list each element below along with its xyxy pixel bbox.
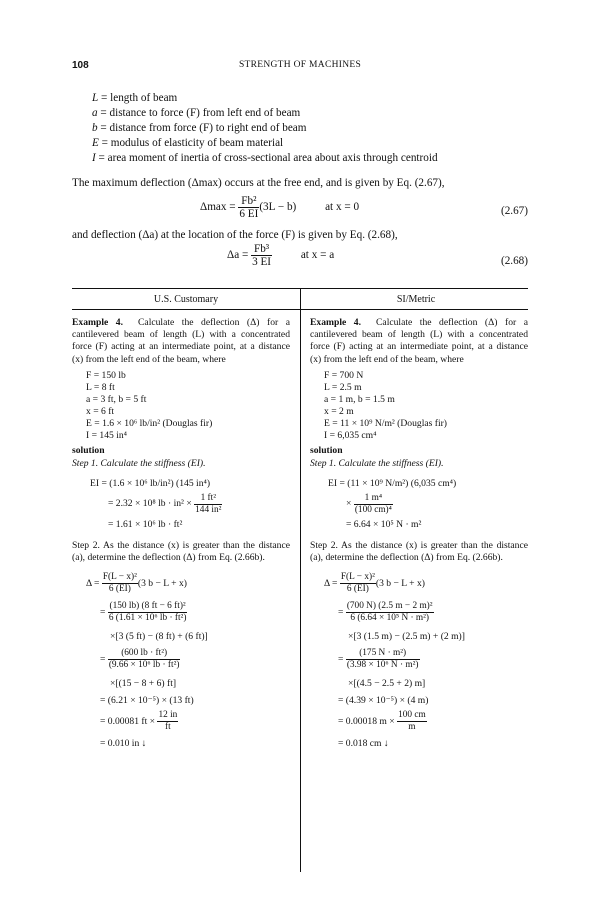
left-d-line5: ×[(15 − 8 + 6) ft]: [110, 677, 177, 689]
left-d-line1: Δ = $\frac{\text{F(L − x)²}}{6 (EI)}$ (3 b − L + x): [86, 571, 187, 594]
eq267-denominator: 6 EI: [239, 208, 259, 220]
definition-b: b = distance from force (F) to right end of beam: [92, 122, 307, 134]
right-s1-line2: × $\frac{\text{1 m⁴}}{\text{(100 cm)⁴}}$: [346, 492, 392, 515]
left-solution-label: solution: [72, 444, 105, 456]
left-column-heading: U.S. Customary: [153, 294, 219, 305]
left-s1-line1: EI = (1.6 × 10⁶ lb/in²) (145 in⁴): [90, 478, 211, 490]
eq267-factor: (3L − b): [259, 201, 297, 214]
eq267-numerator: Fb²: [238, 195, 259, 208]
left-var-I: I = 145 in⁴: [86, 429, 127, 441]
right-var-x: x = 2 m: [324, 405, 354, 417]
equation-2-67: [200, 195, 359, 220]
left-s1-line3: = 1.61 × 10⁶ lb · ft²: [108, 519, 183, 531]
eq268-lhs: Δa =: [227, 249, 249, 262]
right-var-F: F = 700 N: [324, 369, 364, 381]
right-example-text: Example 4. Calculate the deflection (Δ) for a cantilevered beam of length (L) with a concentrated force (F) acting at an intermediate point, at a distance (x) from the left end of the beam, where: [310, 317, 528, 365]
left-var-F: F = 150 lb: [86, 369, 126, 381]
left-var-E: E = 1.6 × 10⁶ lb/in² (Douglas fir): [86, 417, 213, 429]
right-var-E: E = 11 × 10⁹ N/m² (Douglas fir): [324, 417, 447, 429]
running-title: STRENGTH OF MACHINES: [238, 60, 362, 70]
right-step1: Step 1. Calculate the stiffness (EI).: [310, 458, 444, 470]
right-column: [310, 317, 528, 752]
left-d-line2: = $\frac{\text{(150 lb) (8 ft − 6 ft)²}}{\text{6 (1.61 × 10⁶ lb · ft²)}}$: [100, 600, 187, 623]
left-d-line8: = 0.010 in ↓: [100, 737, 147, 749]
left-variables: [72, 370, 290, 442]
right-var-ab: a = 1 m, b = 1.5 m: [324, 393, 395, 405]
right-var-I: I = 6,035 cm⁴: [324, 429, 377, 441]
column-divider: [300, 288, 301, 872]
equation-number-2-67: (2.67): [500, 205, 528, 217]
right-d-line2: = $\frac{\text{(700 N) (2.5 m − 2 m)²}}{\text{6 (6.64 × 10⁵ N · m²)}}$: [338, 600, 433, 623]
equation-2-68: [227, 243, 334, 268]
definition-a: a = distance to force (F) from left end of beam: [92, 107, 301, 119]
left-var-x: x = 6 ft: [86, 405, 115, 417]
right-step2: Step 2. As the distance (x) is greater than the distance (a), determine the deflection (Δ) from Eq. (2.66b).: [310, 540, 528, 564]
left-step2: Step 2. As the distance (x) is greater than the distance (a), determine the deflection (Δ) from Eq. (2.66b).: [72, 540, 290, 564]
page-number: 108: [72, 60, 89, 71]
right-d-line7: = 0.00018 m × $\frac{100 cm}{m}$: [338, 709, 426, 732]
definition-E: E = modulus of elasticity of beam material: [92, 137, 284, 149]
left-d-line4: = $\frac{\text{(600 lb · ft²)}}{\text{(9.66 × 10⁶ lb · ft²)}}$: [100, 647, 180, 670]
right-d-line6: = (4.39 × 10⁻⁵) × (4 m): [338, 694, 429, 706]
left-column: [72, 317, 290, 752]
eq268-condition: at x = a: [300, 249, 335, 262]
intro-deflection-at-force: and deflection (Δa) at the location of the force (F) is given by Eq. (2.68),: [72, 229, 398, 241]
left-var-L: L = 8 ft: [86, 381, 115, 393]
eq268-denominator: 3 EI: [252, 256, 272, 268]
eq267-lhs: Δmax =: [200, 201, 236, 214]
eq267-condition: at x = 0: [325, 201, 360, 214]
left-d-line6: = (6.21 × 10⁻⁵) × (13 ft): [100, 694, 194, 706]
left-var-ab: a = 3 ft, b = 5 ft: [86, 393, 147, 405]
right-column-heading: SI/Metric: [396, 294, 436, 305]
right-solution-label: solution: [310, 444, 343, 456]
right-d-line4: = $\frac{\text{(175 N · m²)}}{\text{(3.98 × 10⁶ N · m²)}}$: [338, 647, 419, 670]
left-example-text: Example 4. Calculate the deflection (Δ) for a cantilevered beam of length (L) with a concentrated force (F) acting at an intermediate point, at a distance (x) from the left end of the beam, where: [72, 317, 290, 365]
left-step1: Step 1. Calculate the stiffness (EI).: [72, 458, 206, 470]
left-s1-line2: = 2.32 × 10⁸ lb · in² × $\frac{\text{1 ft²}}{\text{144 in²}}$: [108, 492, 222, 515]
right-d-line8: = 0.018 cm ↓: [338, 737, 389, 749]
right-variables: [310, 370, 528, 442]
left-d-line7: = 0.00081 ft × $\frac{12 in}{ft}$: [100, 709, 178, 732]
definition-L: L = length of beam: [92, 92, 178, 104]
eq268-numerator: Fb³: [251, 243, 272, 256]
right-var-L: L = 2.5 m: [324, 381, 362, 393]
right-d-line1: Δ = $\frac{\text{F(L − x)²}}{6 (EI)}$ (3 b − L + x): [324, 571, 425, 594]
right-s1-line1: EI = (11 × 10⁹ N/m²) (6,035 cm⁴): [328, 478, 457, 490]
right-s1-line3: = 6.64 × 10⁵ N · m²: [346, 519, 422, 531]
left-d-line3: ×[3 (5 ft) − (8 ft) + (6 ft)]: [110, 630, 208, 642]
right-d-line5: ×[(4.5 − 2.5 + 2) m]: [348, 677, 426, 689]
definition-I: I = area moment of inertia of cross-sectional area about axis through centroid: [92, 152, 438, 164]
equation-number-2-68: (2.68): [500, 255, 528, 267]
right-d-line3: ×[3 (1.5 m) − (2.5 m) + (2 m)]: [348, 630, 465, 642]
intro-max-deflection: The maximum deflection (Δmax) occurs at the free end, and is given by Eq. (2.67),: [72, 177, 445, 189]
